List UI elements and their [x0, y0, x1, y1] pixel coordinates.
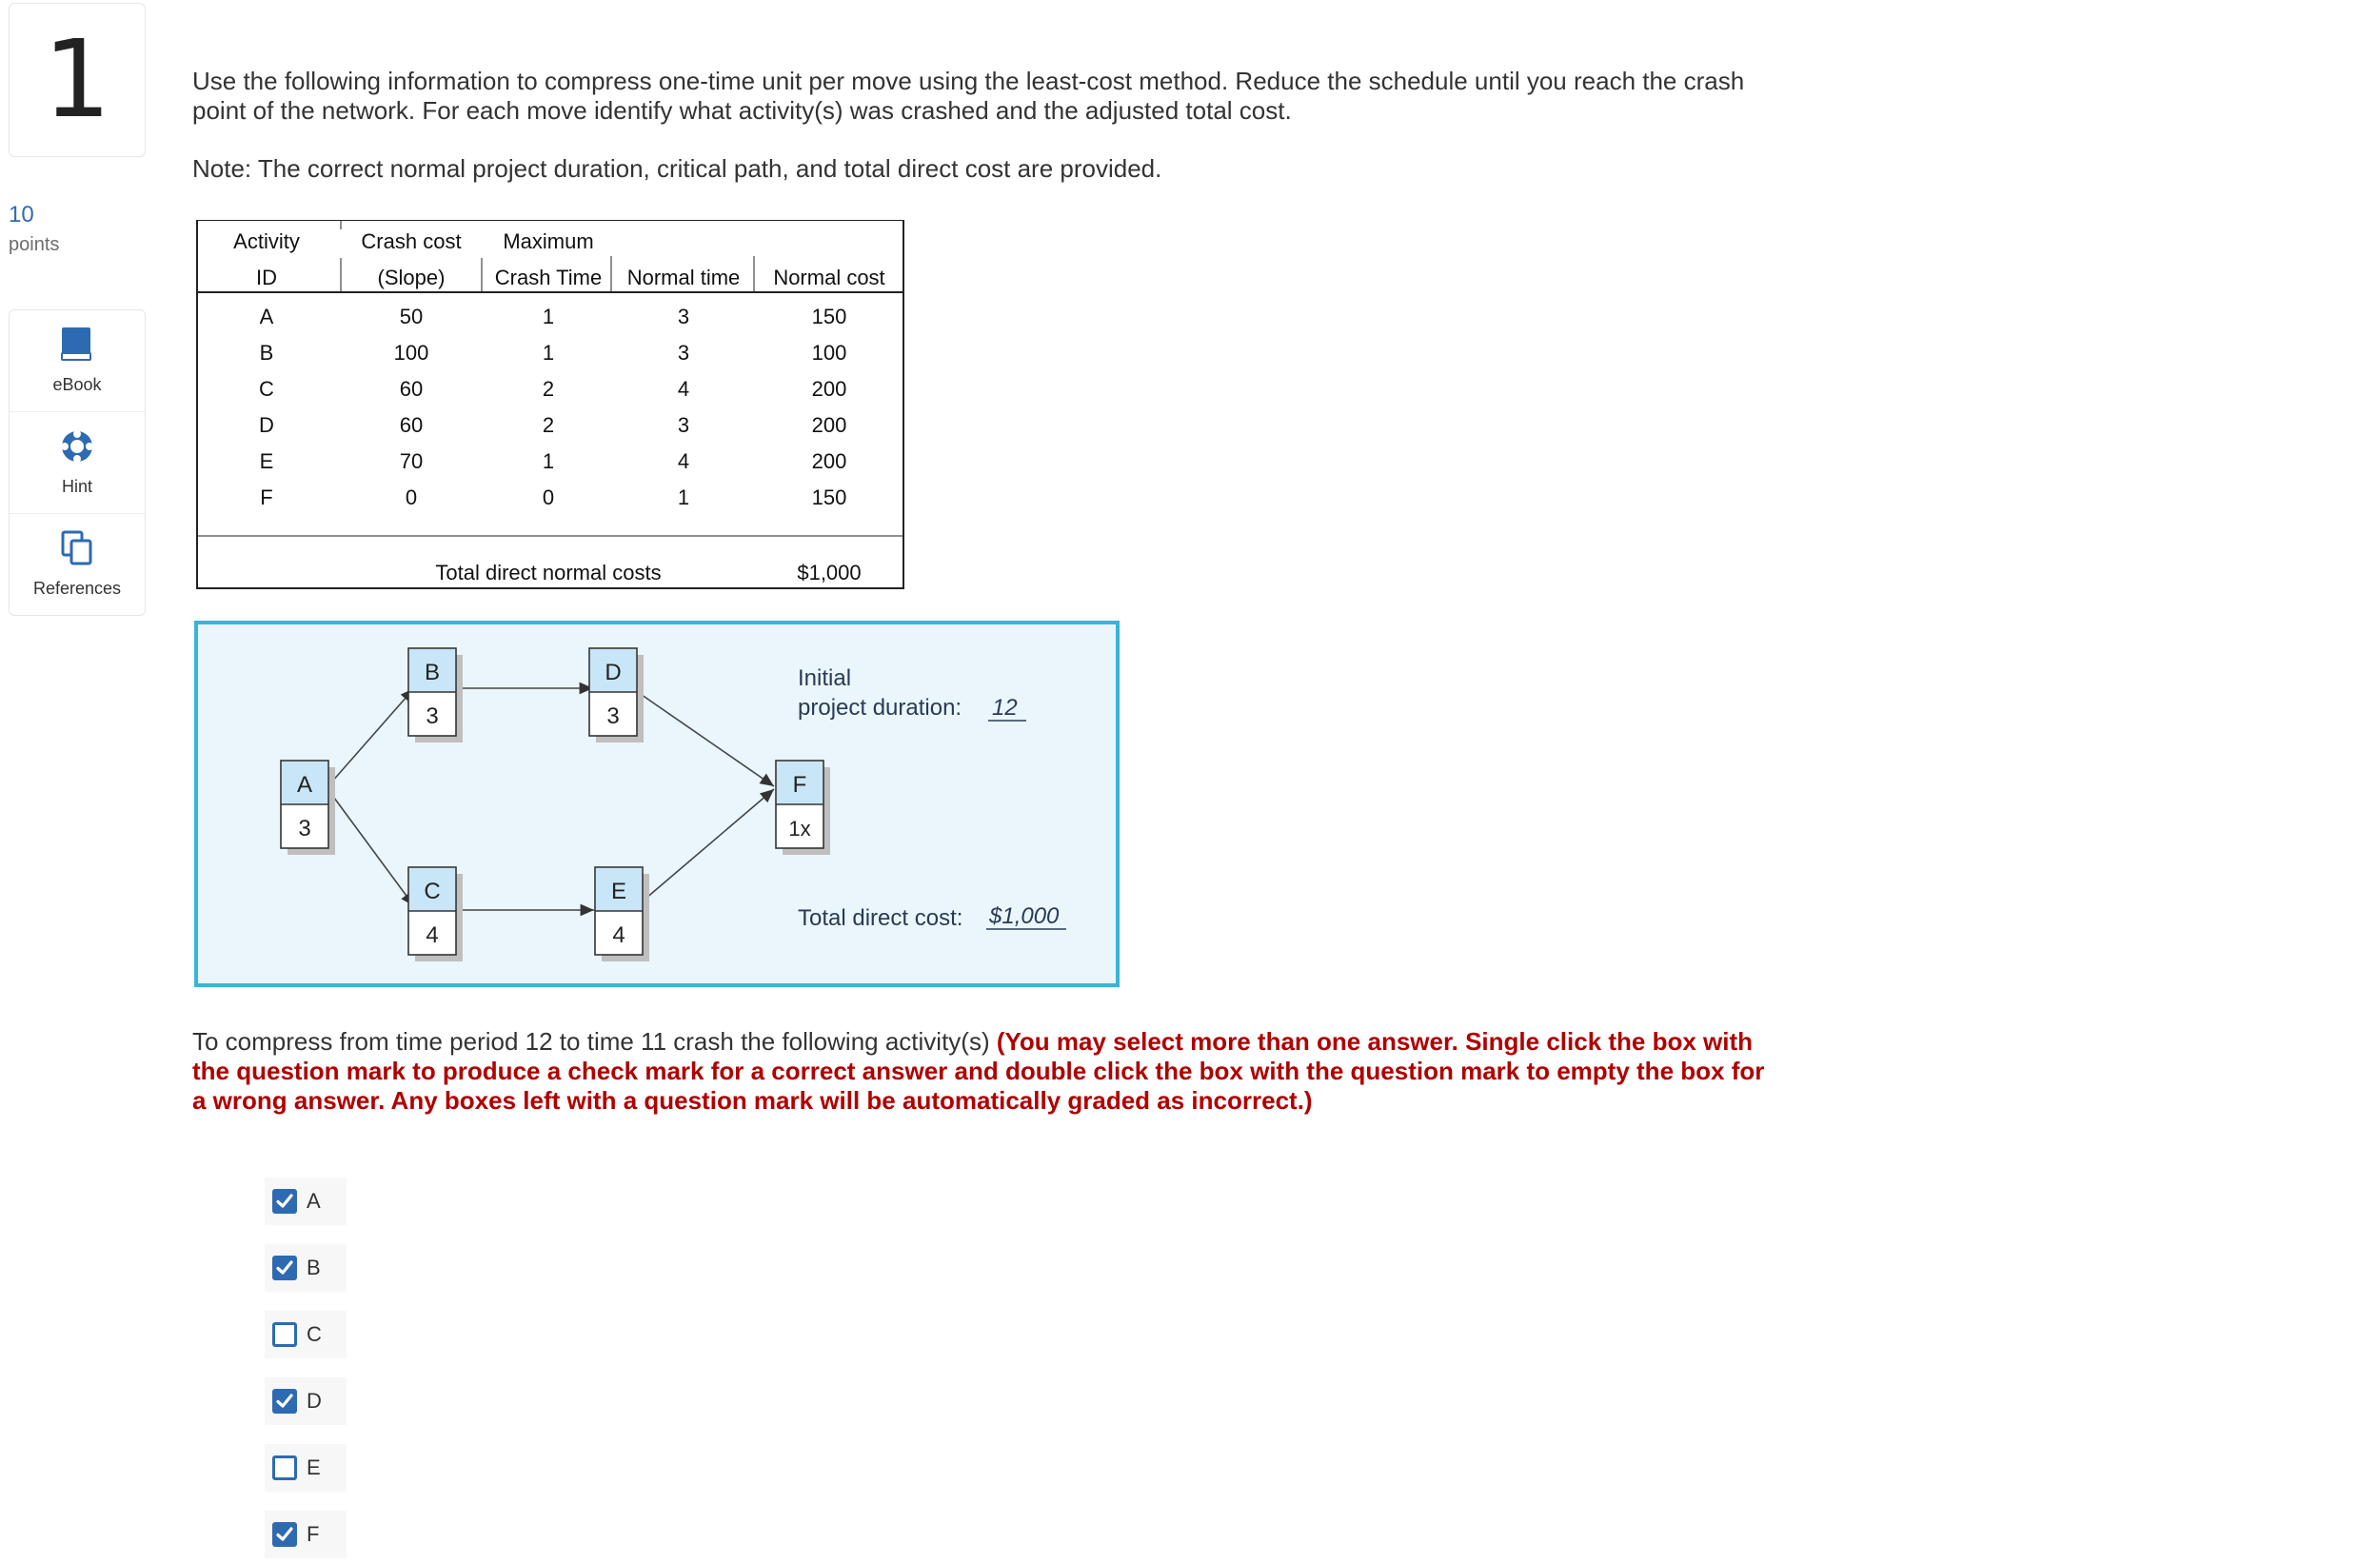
- network-node-a: [281, 761, 335, 855]
- svg-text:4: 4: [677, 377, 690, 401]
- table-row: [259, 413, 846, 437]
- choice-b[interactable]: [265, 1244, 347, 1292]
- svg-text:60: 60: [399, 377, 424, 401]
- hint-label: Hint: [61, 477, 92, 496]
- node-d-id: D: [605, 660, 622, 685]
- svg-text:C: C: [259, 377, 274, 401]
- node-f-duration: 1x: [788, 817, 811, 841]
- node-e-duration: 4: [612, 922, 625, 948]
- svg-text:70: 70: [399, 449, 424, 473]
- svg-text:3: 3: [677, 413, 690, 437]
- svg-text:E: E: [259, 449, 274, 473]
- svg-text:200: 200: [811, 377, 847, 401]
- svg-text:1: 1: [677, 485, 690, 509]
- table-header-activity: Activity: [233, 229, 300, 253]
- book-icon: [60, 327, 94, 367]
- references-label: References: [32, 579, 122, 598]
- svg-text:100: 100: [393, 341, 429, 365]
- total-direct-cost-label: Total direct cost:: [798, 905, 963, 931]
- svg-text:150: 150: [811, 485, 847, 509]
- activity-table: [196, 220, 904, 589]
- instruction-main: To compress from time period 12 to time 11 crash the following activity(s): [192, 1027, 990, 1056]
- choice-d[interactable]: [265, 1377, 347, 1425]
- svg-text:D: D: [259, 413, 274, 437]
- choice-d-checkbox[interactable]: [272, 1389, 297, 1414]
- copy-pages-icon: [60, 530, 94, 571]
- checkmark-icon: [275, 1258, 294, 1277]
- table-header-normal-cost: Normal cost: [773, 266, 885, 289]
- node-f-id: F: [792, 772, 807, 798]
- choice-f[interactable]: [265, 1511, 347, 1558]
- svg-text:60: 60: [399, 413, 424, 437]
- svg-text:F: F: [260, 485, 273, 509]
- choice-e-checkbox[interactable]: [272, 1455, 297, 1480]
- svg-text:3: 3: [677, 305, 690, 328]
- question-prompt: [192, 67, 1763, 212]
- ebook-button[interactable]: [10, 310, 145, 412]
- node-c-id: C: [424, 879, 441, 904]
- svg-text:4: 4: [677, 449, 690, 473]
- node-a-duration: 3: [298, 816, 311, 841]
- ebook-label: eBook: [52, 375, 102, 394]
- node-b-id: B: [424, 660, 441, 685]
- svg-text:1: 1: [542, 305, 555, 328]
- table-header-normal-time: Normal time: [626, 266, 741, 289]
- choice-c[interactable]: [265, 1311, 347, 1358]
- svg-text:2: 2: [542, 413, 555, 437]
- prompt-note: Note: The correct normal project duration, critical path, and total direct cost are provided.: [192, 154, 1162, 183]
- total-direct-cost-value: $1,000: [989, 903, 1060, 929]
- table-row: [260, 305, 847, 328]
- table-header-maximum: Maximum: [503, 229, 594, 253]
- table-row: [259, 377, 846, 401]
- svg-text:1: 1: [542, 341, 555, 365]
- instruction-warning: (You may select more than one answer. Single click the box with the question mark to produce a check mark for a correct answer and double click the box with the question mark to empty the box for a wrong answer. Any boxes left with a question mark will be automatically graded as incorrect.): [192, 1027, 1765, 1115]
- choice-c-checkbox[interactable]: [272, 1322, 297, 1347]
- network-node-f: [776, 761, 830, 855]
- prompt-text: Use the following information to compress one-time unit per move using the least-cost method. Reduce the schedule until you reach the crash point of the network. For each move identify what activity(s) was crashed and the adjusted total cost.: [192, 67, 1745, 125]
- table-row: [260, 485, 846, 509]
- choice-b-label: B: [307, 1256, 321, 1279]
- node-d-duration: 3: [606, 703, 620, 729]
- question-number: 1: [9, 3, 146, 157]
- choice-d-label: D: [307, 1389, 322, 1413]
- choice-e-label: E: [307, 1455, 321, 1479]
- node-a-id: A: [296, 772, 313, 798]
- choice-a-checkbox[interactable]: [272, 1189, 297, 1214]
- lifebuoy-icon: [59, 428, 95, 469]
- svg-text:200: 200: [811, 413, 847, 437]
- node-c-duration: 4: [426, 922, 439, 948]
- node-e-id: E: [610, 879, 627, 904]
- table-total-value: $1,000: [797, 561, 862, 584]
- table-total-label: Total direct normal costs: [435, 561, 662, 584]
- hint-button[interactable]: [10, 412, 145, 514]
- instruction-text: [192, 1027, 1773, 1116]
- choice-e[interactable]: [265, 1444, 347, 1492]
- checkmark-icon: [275, 1392, 294, 1411]
- svg-text:3: 3: [677, 341, 690, 365]
- project-duration-value: 12: [992, 695, 1018, 721]
- table-row: [260, 449, 847, 473]
- tools-panel: [9, 309, 146, 616]
- table-header-slope: (Slope): [377, 266, 446, 289]
- svg-text:A: A: [259, 305, 274, 328]
- svg-text:2: 2: [542, 377, 555, 401]
- network-diagram: [194, 621, 1120, 987]
- table-header-id: ID: [256, 266, 277, 289]
- table-header-crash-time: Crash Time: [494, 266, 603, 289]
- choice-f-label: F: [307, 1522, 320, 1546]
- network-node-c: [408, 867, 463, 961]
- svg-text:200: 200: [811, 449, 847, 473]
- svg-text:0: 0: [405, 485, 418, 509]
- table-row: [260, 341, 847, 365]
- choice-b-checkbox[interactable]: [272, 1256, 297, 1280]
- network-node-e: [595, 867, 649, 961]
- table-header-crash-cost: Crash cost: [361, 229, 462, 253]
- initial-label: Initial: [798, 665, 852, 691]
- choice-c-label: C: [307, 1322, 322, 1346]
- checkmark-icon: [275, 1192, 294, 1211]
- points-value: 10: [9, 202, 34, 228]
- points-block: [9, 202, 59, 256]
- references-button[interactable]: [10, 514, 145, 615]
- svg-text:100: 100: [811, 341, 847, 365]
- network-node-d: [589, 648, 644, 742]
- svg-text:150: 150: [811, 305, 847, 328]
- choice-a[interactable]: [265, 1178, 347, 1225]
- project-duration-label: project duration:: [798, 695, 962, 721]
- points-label: points: [9, 234, 60, 255]
- checkmark-icon: [275, 1525, 294, 1544]
- svg-text:50: 50: [399, 305, 424, 328]
- svg-text:B: B: [259, 341, 274, 365]
- choice-f-checkbox[interactable]: [272, 1522, 297, 1547]
- choice-a-label: A: [307, 1189, 321, 1213]
- network-node-b: [408, 648, 463, 742]
- svg-text:0: 0: [542, 485, 555, 509]
- svg-text:1: 1: [542, 449, 555, 473]
- node-b-duration: 3: [426, 703, 439, 729]
